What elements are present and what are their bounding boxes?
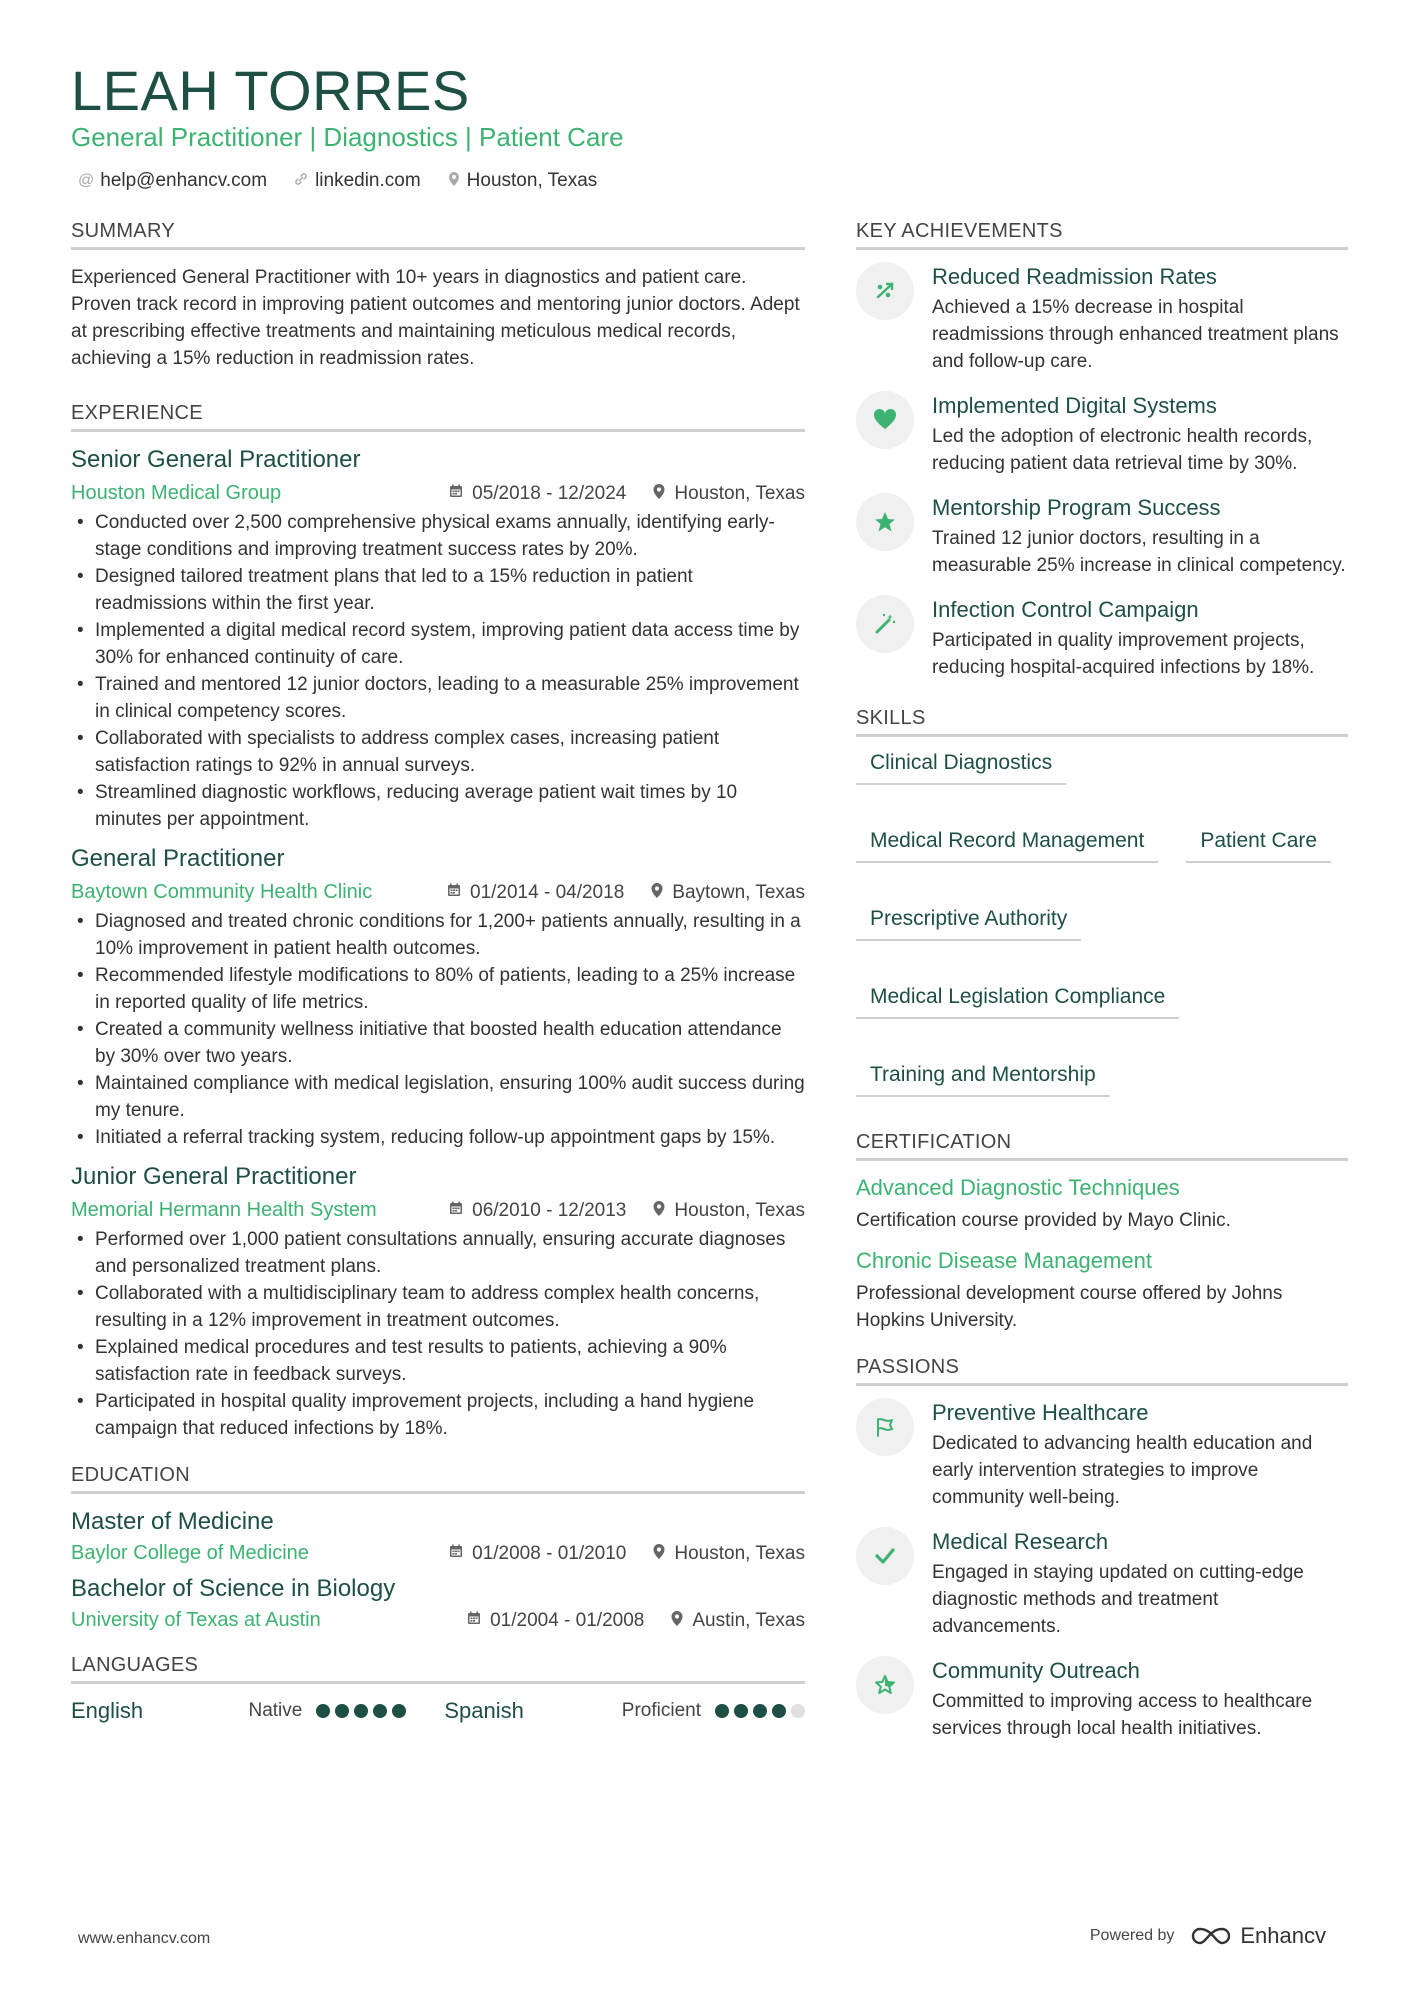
- achievement: [856, 495, 1348, 579]
- education-location: [670, 1610, 805, 1632]
- passions-section: [856, 1356, 1348, 1742]
- achievement-list: [856, 264, 1348, 681]
- skill-tag: Training and Mentorship: [856, 1063, 1110, 1097]
- footer-website[interactable]: www.enhancv.com: [78, 1930, 211, 1947]
- certification-title: Advanced Diagnostic Techniques: [856, 1175, 1180, 1200]
- calendar-icon: [448, 1200, 464, 1221]
- link-icon: [293, 171, 309, 192]
- job-bullet: • Streamlined diagnostic workflows, reducing average patient wait times by 10 minutes per appointment.: [71, 779, 805, 833]
- achievement-title: Mentorship Program Success: [932, 495, 1221, 520]
- education-entry: [71, 1575, 805, 1632]
- job-dates: [448, 483, 626, 505]
- language-name: Spanish: [444, 1698, 524, 1723]
- rating-dot: [392, 1704, 406, 1718]
- passion-title: Community Outreach: [932, 1658, 1140, 1683]
- job-location-text: Baytown, Texas: [672, 881, 805, 903]
- job-location: [652, 483, 805, 505]
- education-meta: [71, 1542, 805, 1565]
- passion-desc: Dedicated to advancing health education and early intervention strategies to improve community well-being.: [932, 1433, 1313, 1508]
- achievement-title: Infection Control Campaign: [932, 597, 1199, 622]
- certification-desc: Certification course provided by Mayo Clinic.: [856, 1210, 1231, 1231]
- job-company: Baytown Community Health Clinic: [71, 881, 373, 903]
- job-location: [652, 1200, 805, 1222]
- linkedin-text: linkedin.com: [315, 170, 421, 191]
- rating-dot: [335, 1704, 349, 1718]
- skill-tag: Patient Care: [1186, 829, 1331, 863]
- education-section: [71, 1464, 805, 1632]
- achievement-desc: Led the adoption of electronic health records, reducing patient data retrieval time by 30%.: [932, 426, 1313, 474]
- job-dates: [446, 882, 624, 904]
- job-dates-text: 06/2010 - 12/2013: [472, 1199, 627, 1221]
- rating-dot: [715, 1704, 729, 1718]
- job-meta: [71, 1199, 805, 1222]
- passion-desc: Engaged in staying updated on cutting-edge diagnostic methods and treatment advancements.: [932, 1562, 1304, 1637]
- achievement: [856, 393, 1348, 477]
- certification-desc: Professional development course offered by Johns Hopkins University.: [856, 1283, 1283, 1331]
- check-icon: [856, 1527, 914, 1585]
- rating-dot: [791, 1704, 805, 1718]
- job-bullet: • Collaborated with specialists to address complex cases, increasing patient satisfaction ratings to 92% in annual surveys.: [71, 725, 805, 779]
- language-rating: [715, 1704, 805, 1718]
- job-location-text: Houston, Texas: [674, 482, 805, 504]
- job-company: Memorial Hermann Health System: [71, 1199, 377, 1221]
- job-dates: [448, 1200, 626, 1222]
- passion: [856, 1529, 1348, 1640]
- job-bullet: • Created a community wellness initiative that boosted health education attendance by 30% over two years.: [71, 1016, 805, 1070]
- rating-dot: [753, 1704, 767, 1718]
- rating-dot: [772, 1704, 786, 1718]
- achievement-title: Implemented Digital Systems: [932, 393, 1217, 418]
- at-icon: @: [78, 172, 95, 189]
- certification-entry: [856, 1248, 1348, 1334]
- experience-section: [71, 402, 805, 1442]
- achievement-body: [932, 495, 1348, 579]
- job-title: Senior General Practitioner: [71, 446, 361, 473]
- achievement-body: [932, 597, 1348, 681]
- passion: [856, 1400, 1348, 1511]
- location-pin-icon: [650, 882, 664, 904]
- left-column: [71, 220, 805, 1724]
- degree-title: Master of Medicine: [71, 1508, 274, 1535]
- achievement-title: Reduced Readmission Rates: [932, 264, 1217, 289]
- certification-section: [856, 1131, 1348, 1334]
- education-meta: [71, 1609, 805, 1632]
- achievement: [856, 264, 1348, 375]
- skill-list: [856, 751, 1348, 1097]
- location-pin-icon: [447, 171, 461, 192]
- job-bullets: [71, 1226, 805, 1442]
- degree-title: Bachelor of Science in Biology: [71, 1575, 396, 1602]
- passion-title: Preventive Healthcare: [932, 1400, 1149, 1425]
- job-bullet: • Participated in hospital quality improvement projects, including a hand hygiene campaign that reduced infections by 18%.: [71, 1388, 805, 1442]
- job-location-text: Houston, Texas: [674, 1199, 805, 1221]
- languages-heading: LANGUAGES: [71, 1654, 805, 1684]
- language-name: English: [71, 1698, 144, 1723]
- job-bullet: • Initiated a referral tracking system, reducing follow-up appointment gaps by 15%.: [71, 1124, 805, 1151]
- job-list: [71, 446, 805, 1442]
- skill-tag: Medical Legislation Compliance: [856, 985, 1179, 1019]
- skill-tag: Clinical Diagnostics: [856, 751, 1066, 785]
- certification-title: Chronic Disease Management: [856, 1248, 1152, 1273]
- job-meta: [71, 482, 805, 505]
- job-dates-text: 05/2018 - 12/2024: [472, 482, 627, 504]
- footer-branding: [1090, 1923, 1326, 1949]
- achievements-section: [856, 220, 1348, 681]
- job-bullet: • Recommended lifestyle modifications to 80% of patients, leading to a 25% increase in reported quality of life metrics.: [71, 962, 805, 1016]
- location-pin-icon: [670, 1610, 684, 1632]
- job-title: General Practitioner: [71, 845, 285, 872]
- language-level: Proficient: [621, 1700, 701, 1721]
- education-location-text: Austin, Texas: [692, 1609, 805, 1631]
- passion-body: [932, 1658, 1348, 1742]
- calendar-icon: [448, 483, 464, 504]
- languages-row: [71, 1698, 805, 1724]
- star-outline-icon: [856, 1656, 914, 1714]
- achievement-body: [932, 264, 1348, 375]
- school-name: University of Texas at Austin: [71, 1609, 321, 1631]
- languages-section: [71, 1654, 805, 1724]
- achievement-desc: Participated in quality improvement projects, reducing hospital-acquired infections by 18%.: [932, 630, 1315, 678]
- experience-heading: EXPERIENCE: [71, 402, 805, 432]
- percent-arrow-icon: [856, 262, 914, 320]
- job-bullet: • Explained medical procedures and test results to patients, achieving a 90% satisfaction rate in feedback surveys.: [71, 1334, 805, 1388]
- job-entry: [71, 446, 805, 833]
- contact-location: [447, 170, 598, 192]
- candidate-name: LEAH TORRES: [71, 59, 470, 122]
- passion-body: [932, 1529, 1348, 1640]
- job-company: Houston Medical Group: [71, 482, 282, 504]
- passion-desc: Committed to improving access to healthcare services through local health initiatives.: [932, 1691, 1313, 1739]
- job-entry: [71, 1163, 805, 1442]
- rating-dot: [316, 1704, 330, 1718]
- powered-by-text: Powered by: [1089, 1927, 1175, 1944]
- summary-section: [71, 220, 805, 372]
- rating-dot: [373, 1704, 387, 1718]
- job-entry: [71, 845, 805, 1151]
- job-bullet: • Collaborated with a multidisciplinary team to address complex health concerns, resulting in a 12% improvement in treatment outcomes.: [71, 1280, 805, 1334]
- right-column: [856, 220, 1348, 1760]
- job-bullet: • Conducted over 2,500 comprehensive physical exams annually, identifying early-stage conditions and improving treatment success rates by 20%.: [71, 509, 805, 563]
- flag-icon: [856, 1398, 914, 1456]
- skill-tag: Medical Record Management: [856, 829, 1158, 863]
- job-meta: [71, 881, 805, 904]
- job-bullet: • Maintained compliance with medical legislation, ensuring 100% audit success during my tenure.: [71, 1070, 805, 1124]
- certification-heading: CERTIFICATION: [856, 1131, 1348, 1161]
- education-list: [71, 1508, 805, 1632]
- education-dates-text: 01/2004 - 01/2008: [490, 1609, 645, 1631]
- infinity-logo-icon: [1188, 1925, 1234, 1947]
- job-bullets: [71, 509, 805, 833]
- language-level: Native: [248, 1700, 303, 1721]
- location-text: Houston, Texas: [466, 170, 598, 191]
- passion-list: [856, 1400, 1348, 1742]
- skills-heading: SKILLS: [856, 707, 1348, 737]
- job-bullet: • Performed over 1,000 patient consultations annually, ensuring accurate diagnoses and personalized treatment plans.: [71, 1226, 805, 1280]
- education-location-text: Houston, Texas: [674, 1542, 805, 1564]
- school-name: Baylor College of Medicine: [71, 1542, 309, 1564]
- passion: [856, 1658, 1348, 1742]
- job-bullets: [71, 908, 805, 1151]
- candidate-subtitle: General Practitioner | Diagnostics | Patient Care: [71, 122, 624, 152]
- education-heading: EDUCATION: [71, 1464, 805, 1494]
- language-rating: [316, 1704, 406, 1718]
- certification-list: [856, 1175, 1348, 1334]
- job-bullet: • Designed tailored treatment plans that led to a 15% reduction in patient readmissions within the first year.: [71, 563, 805, 617]
- job-dates-text: 01/2014 - 04/2018: [470, 881, 625, 903]
- location-pin-icon: [652, 1200, 666, 1222]
- achievement: [856, 597, 1348, 681]
- brand-logo[interactable]: [1188, 1923, 1326, 1949]
- heart-icon: [856, 391, 914, 449]
- achievement-body: [932, 393, 1348, 477]
- summary-text: Experienced General Practitioner with 10+ years in diagnostics and patient care. Proven track record in improving patient outcomes and mentoring junior doctors. Adept at prescribing effective treatments and maintaining meticulous medical records, achieving a 15% reduction in readmission rates.: [71, 267, 800, 369]
- rating-dot: [734, 1704, 748, 1718]
- magic-wand-icon: [856, 595, 914, 653]
- achievements-heading: KEY ACHIEVEMENTS: [856, 220, 1348, 250]
- certification-entry: [856, 1175, 1348, 1234]
- passion-title: Medical Research: [932, 1529, 1109, 1554]
- passion-body: [932, 1400, 1348, 1511]
- contact-linkedin[interactable]: [293, 170, 421, 192]
- achievement-desc: Trained 12 junior doctors, resulting in a measurable 25% increase in clinical competency.: [932, 528, 1346, 576]
- education-location: [652, 1543, 805, 1565]
- job-bullet: • Trained and mentored 12 junior doctors, leading to a measurable 25% improvement in clinical competency scores.: [71, 671, 805, 725]
- job-bullet: • Diagnosed and treated chronic conditions for 1,200+ patients annually, resulting in a 10% improvement in patient health outcomes.: [71, 908, 805, 962]
- achievement-desc: Achieved a 15% decrease in hospital readmissions through enhanced treatment plans and follow-up care.: [932, 297, 1339, 372]
- brand-name: Enhancv: [1240, 1923, 1326, 1948]
- job-location: [650, 882, 805, 904]
- contact-email[interactable]: [78, 170, 267, 192]
- calendar-icon: [448, 1543, 464, 1564]
- star-icon: [856, 493, 914, 551]
- passions-heading: PASSIONS: [856, 1356, 1348, 1386]
- education-dates: [466, 1610, 644, 1632]
- job-title: Junior General Practitioner: [71, 1163, 357, 1190]
- skills-section: [856, 707, 1348, 1097]
- education-dates: [448, 1543, 626, 1565]
- calendar-icon: [466, 1610, 482, 1631]
- email-text: help@enhancv.com: [100, 170, 268, 191]
- contact-bar: [78, 170, 597, 192]
- skill-tag: Prescriptive Authority: [856, 907, 1081, 941]
- location-pin-icon: [652, 1543, 666, 1565]
- summary-heading: SUMMARY: [71, 220, 805, 250]
- education-dates-text: 01/2008 - 01/2010: [472, 1542, 627, 1564]
- calendar-icon: [446, 882, 462, 903]
- location-pin-icon: [652, 483, 666, 505]
- rating-dot: [354, 1704, 368, 1718]
- education-entry: [71, 1508, 805, 1565]
- job-bullet: • Implemented a digital medical record system, improving patient data access time by 30% for enhanced continuity of care.: [71, 617, 805, 671]
